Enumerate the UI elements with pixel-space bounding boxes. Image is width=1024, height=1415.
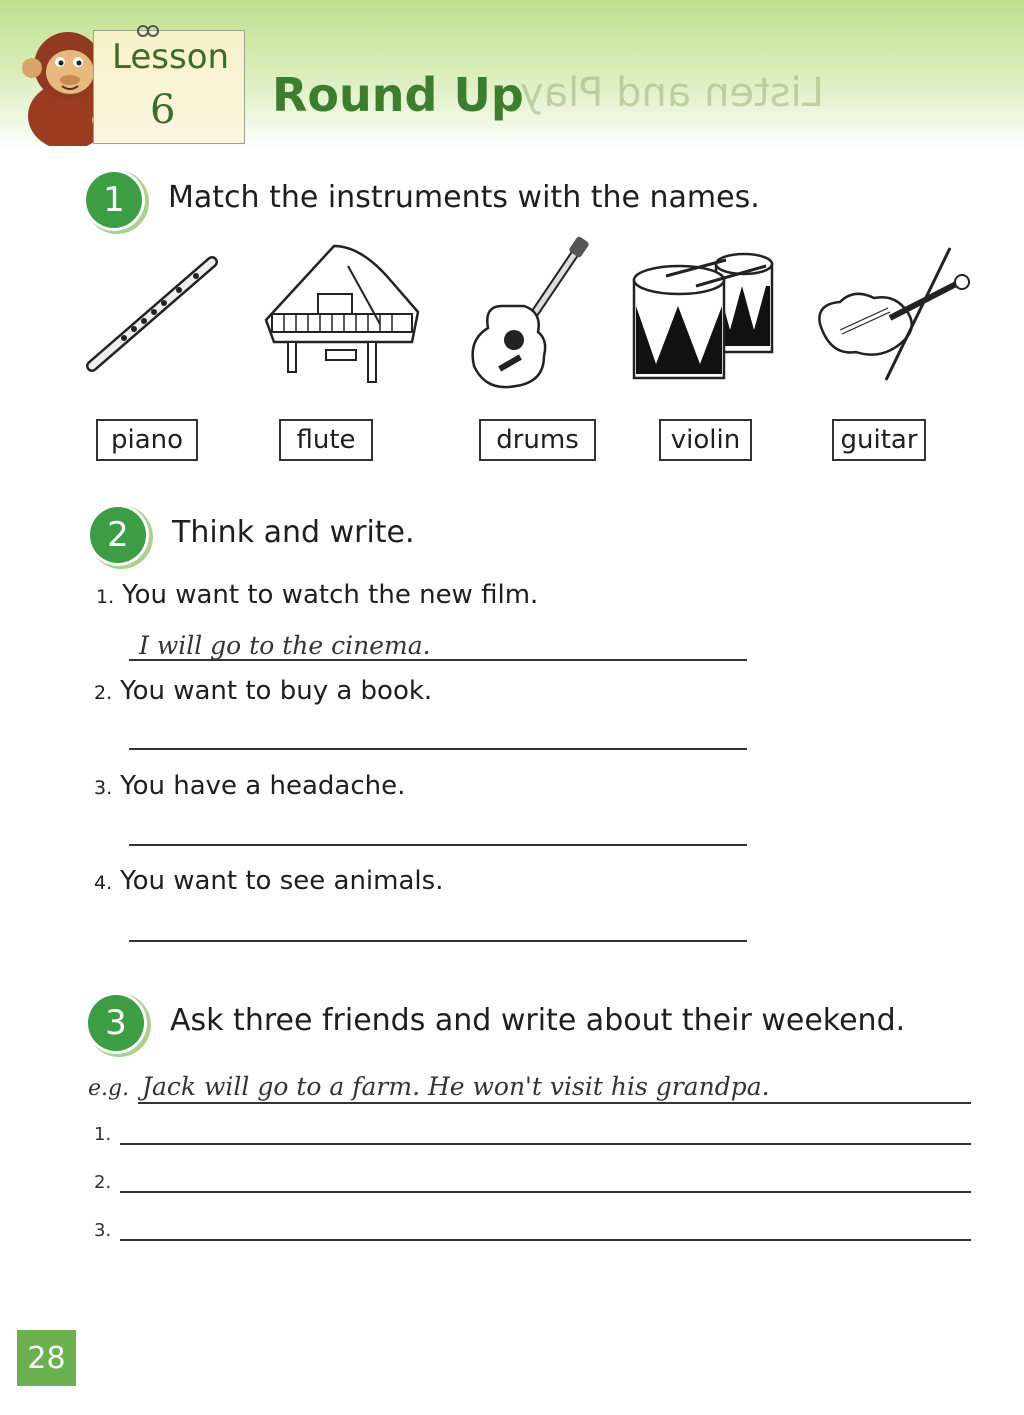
drums-icon [626, 246, 778, 384]
question-3: 3. You have a headache. [94, 771, 406, 801]
name-box-3: drums [479, 419, 596, 461]
guitar-icon [464, 236, 592, 394]
line-number-2: 2. [94, 1172, 112, 1193]
section-1-instruction: Match the instruments with the names. [168, 180, 760, 215]
answer-1-handwriting: I will go to the cinema. [139, 631, 431, 660]
section-3-badge: 3 [88, 995, 144, 1051]
lesson-card [93, 30, 245, 144]
piano-icon [262, 242, 422, 388]
page-title: Round Up [272, 68, 524, 122]
answer-line-3[interactable] [129, 844, 747, 846]
name-box-2: flute [279, 419, 373, 461]
card-clip-icon [135, 24, 165, 38]
section-2-instruction: Think and write. [172, 515, 415, 550]
section-1-badge: 1 [86, 172, 142, 228]
answer-line-4[interactable] [129, 940, 747, 942]
name-box-1: piano [96, 419, 198, 461]
page-number-tab: 28 [17, 1330, 76, 1386]
lesson-label: Lesson [112, 37, 230, 77]
question-1: 1. You want to watch the new film. [96, 580, 539, 610]
example-label: e.g. [88, 1076, 130, 1101]
writing-line-1[interactable] [120, 1143, 971, 1145]
flute-icon [84, 254, 220, 374]
writing-line-3[interactable] [120, 1239, 971, 1241]
answer-line-1[interactable] [129, 659, 747, 661]
mirrored-bleed-text: Listen and Play [520, 70, 824, 116]
section-3-instruction: Ask three friends and write about their weekend. [170, 1003, 906, 1038]
example-handwriting: Jack will go to a farm. He won't visit his grandpa. [142, 1072, 770, 1101]
answer-line-2[interactable] [129, 748, 747, 750]
question-4: 4. You want to see animals. [94, 866, 444, 896]
line-number-1: 1. [94, 1124, 112, 1145]
example-line [138, 1102, 971, 1104]
writing-line-2[interactable] [120, 1191, 971, 1193]
lesson-number: 6 [150, 87, 176, 133]
name-box-5: guitar [832, 419, 926, 461]
line-number-3: 3. [94, 1220, 112, 1241]
name-box-4: violin [659, 419, 752, 461]
violin-icon [810, 244, 974, 384]
section-2-badge: 2 [90, 507, 146, 563]
question-2: 2. You want to buy a book. [94, 676, 433, 706]
